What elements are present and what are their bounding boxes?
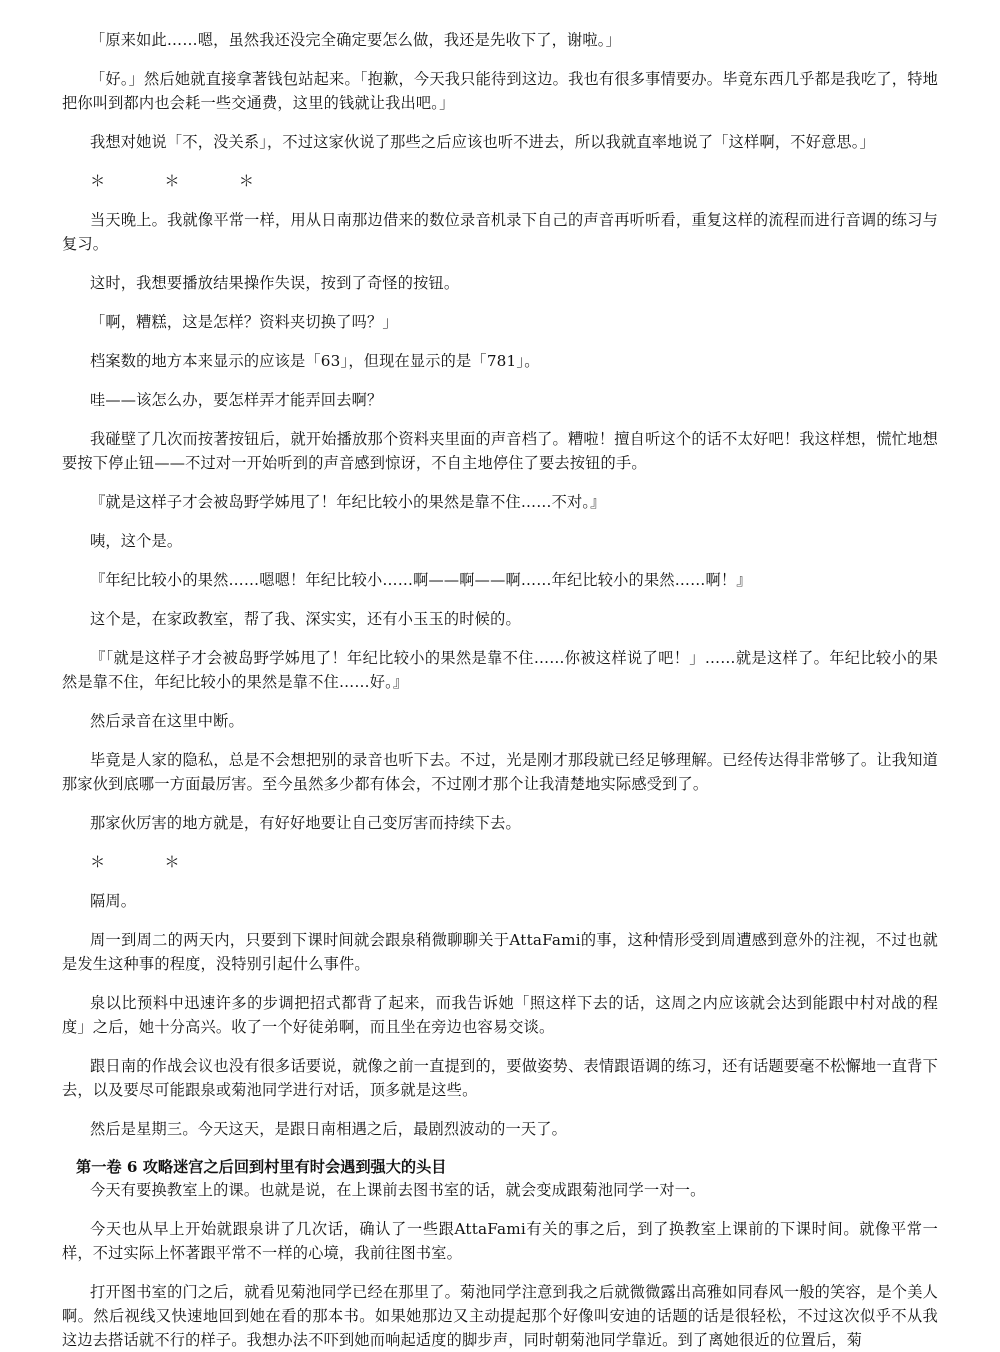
paragraph: 今天也从早上开始就跟泉讲了几次话，确认了一些跟AttaFami有关的事之后，到了换教室上课前的下课时间。就像平常一样，不过实际上怀著跟平常不一样的心境，我前往图书室。 <box>62 1220 938 1262</box>
paragraph: 『年纪比较小的果然……嗯嗯！年纪比较小……啊——啊——啊……年纪比较小的果然……啊！』 <box>90 571 752 589</box>
paragraph: 「好。」然后她就直接拿著钱包站起来。「抱歉，今天我只能待到这边。我也有很多事情要办。毕竟东西几乎都是我吃了，特地把你叫到都内也会耗一些交通费，这里的钱就让我出吧。」 <box>62 70 938 112</box>
paragraph: 当天晚上。我就像平常一样，用从日南那边借来的数位录音机录下自己的声音再听听看，重复这样的流程而进行音调的练习与复习。 <box>62 211 938 253</box>
paragraph: 这时，我想要播放结果操作失误，按到了奇怪的按钮。 <box>90 274 460 292</box>
paragraph: 毕竟是人家的隐私，总是不会想把别的录音也听下去。不过，光是刚才那段就已经足够理解。已经传达得非常够了。让我知道那家伙到底哪一方面最厉害。至今虽然多少都有体会，不过刚才那个让我清楚地实际感受到了。 <box>62 751 938 793</box>
paragraph: 今天有要换教室上的课。也就是说，在上课前去图书室的话，就会变成跟菊池同学一对一。 <box>90 1181 706 1199</box>
paragraph: 「原来如此……嗯，虽然我还没完全确定要怎么做，我还是先收下了，谢啦。」 <box>90 31 621 49</box>
paragraph: 『「就是这样子才会被岛野学姊甩了！年纪比较小的果然是靠不住……你被这样说了吧！」……就是这样了。年纪比较小的果然是靠不住，年纪比较小的果然是靠不住……好。』 <box>62 649 938 691</box>
paragraph: 打开图书室的门之后，就看见菊池同学已经在那里了。菊池同学注意到我之后就微微露出高雅如同春风一般的笑容，是个美人啊。然后视线又快速地回到她在看的那本书。如果她那边又主动提起那个好像叫安迪的话题的话是很轻松，不过这次似乎不从我这边去搭话就不行的样子。我想办法不吓到她而响起适度的脚步声，同时朝菊池同学靠近。到了离她很近的位置后，菊 <box>62 1283 938 1349</box>
paragraph: 泉以比预料中迅速许多的步调把招式都背了起来，而我告诉她「照这样下去的话，这周之内应该就会达到能跟中村对战的程度」之后，她十分高兴。收了一个好徒弟啊，而且坐在旁边也容易交谈。 <box>62 994 938 1036</box>
paragraph: 档案数的地方本来显示的应该是「63」，但现在显示的是「781」。 <box>90 352 540 370</box>
paragraph: 这个是，在家政教室，帮了我、深实实，还有小玉玉的时候的。 <box>90 610 521 628</box>
paragraph: 我想对她说「不，没关系」，不过这家伙说了那些之后应该也听不进去，所以我就直率地说了「这样啊，不好意思。」 <box>90 133 875 151</box>
paragraph: 我碰壁了几次而按著按钮后，就开始播放那个资料夹里面的声音档了。糟啦！擅自听这个的话不太好吧！我这样想，慌忙地想要按下停止钮——不过对一开始听到的声音感到惊讶，不自主地停住了要去按钮的手。 <box>62 430 938 472</box>
paragraph: 「啊，糟糕，这是怎样？资料夹切换了吗？」 <box>90 313 398 331</box>
paragraph: 然后是星期三。今天这天，是跟日南相遇之后，最剧烈波动的一天了。 <box>90 1120 568 1138</box>
paragraph: 隔周。 <box>90 892 137 910</box>
paragraph: 哇——该怎么办，要怎样弄才能弄回去啊？ <box>90 391 383 409</box>
paragraph: 咦，这个是。 <box>90 532 183 550</box>
chapter-title: 第一卷 6 攻略迷宫之后回到村里有时会遇到强大的头目 <box>76 1158 447 1176</box>
paragraph: 周一到周二的两天内，只要到下课时间就会跟泉稍微聊聊关于AttaFami的事，这种情形受到周遭感到意外的注视，不过也就是发生这种事的程度，没特别引起什么事件。 <box>62 931 938 973</box>
scene-separator: ＊ ＊ <box>90 853 202 871</box>
paragraph: 那家伙厉害的地方就是，有好好地要让自己变厉害而持续下去。 <box>90 814 521 832</box>
paragraph: 『就是这样子才会被岛野学姊甩了！年纪比较小的果然是靠不住……不对。』 <box>90 493 606 511</box>
paragraph: 然后录音在这里中断。 <box>90 712 244 730</box>
scene-separator: ＊ ＊ ＊ <box>90 172 276 190</box>
paragraph: 跟日南的作战会议也没有很多话要说，就像之前一直提到的，要做姿势、表情跟语调的练习，还有话题要毫不松懈地一直背下去，以及要尽可能跟泉或菊池同学进行对话，顶多就是这些。 <box>62 1057 938 1099</box>
